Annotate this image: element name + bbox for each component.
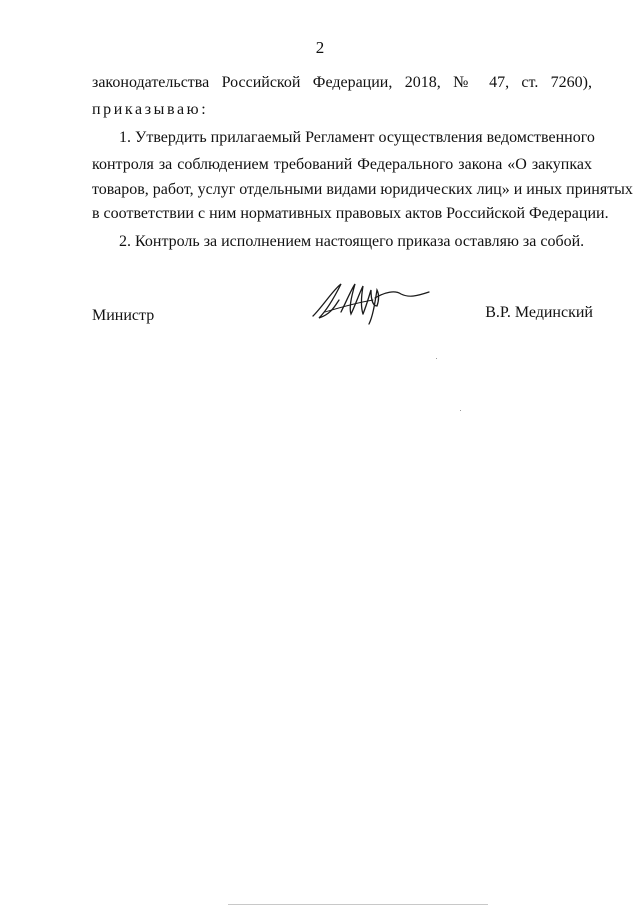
item-1-line-4: в соответствии с ним нормативных правовых актов Российской Федерации. bbox=[92, 205, 609, 222]
handwritten-signature bbox=[305, 276, 435, 326]
scan-speck bbox=[460, 410, 461, 411]
scan-speck bbox=[436, 358, 437, 359]
body-line-order-word: приказываю: bbox=[92, 101, 209, 118]
item-1-line-3: товаров, работ, услуг отдельными видами юридических лиц» и иных принятых bbox=[92, 181, 633, 198]
page-number: 2 bbox=[315, 38, 325, 57]
item-2: 2. Контроль за исполнением настоящего приказа оставляю за собой. bbox=[119, 233, 585, 250]
item-1-line-1: 1. Утвердить прилагаемый Регламент осуществления ведомственного bbox=[119, 129, 595, 146]
signatory-name: В.Р. Мединский bbox=[485, 304, 593, 321]
signatory-title: Министр bbox=[92, 307, 155, 324]
item-1-line-2: контроля за соблюдением требований Федерального закона «О закупках bbox=[92, 156, 592, 173]
body-line-continuation: законодательства Российской Федерации, 2018, № 47, ст. 7260), bbox=[92, 74, 592, 91]
